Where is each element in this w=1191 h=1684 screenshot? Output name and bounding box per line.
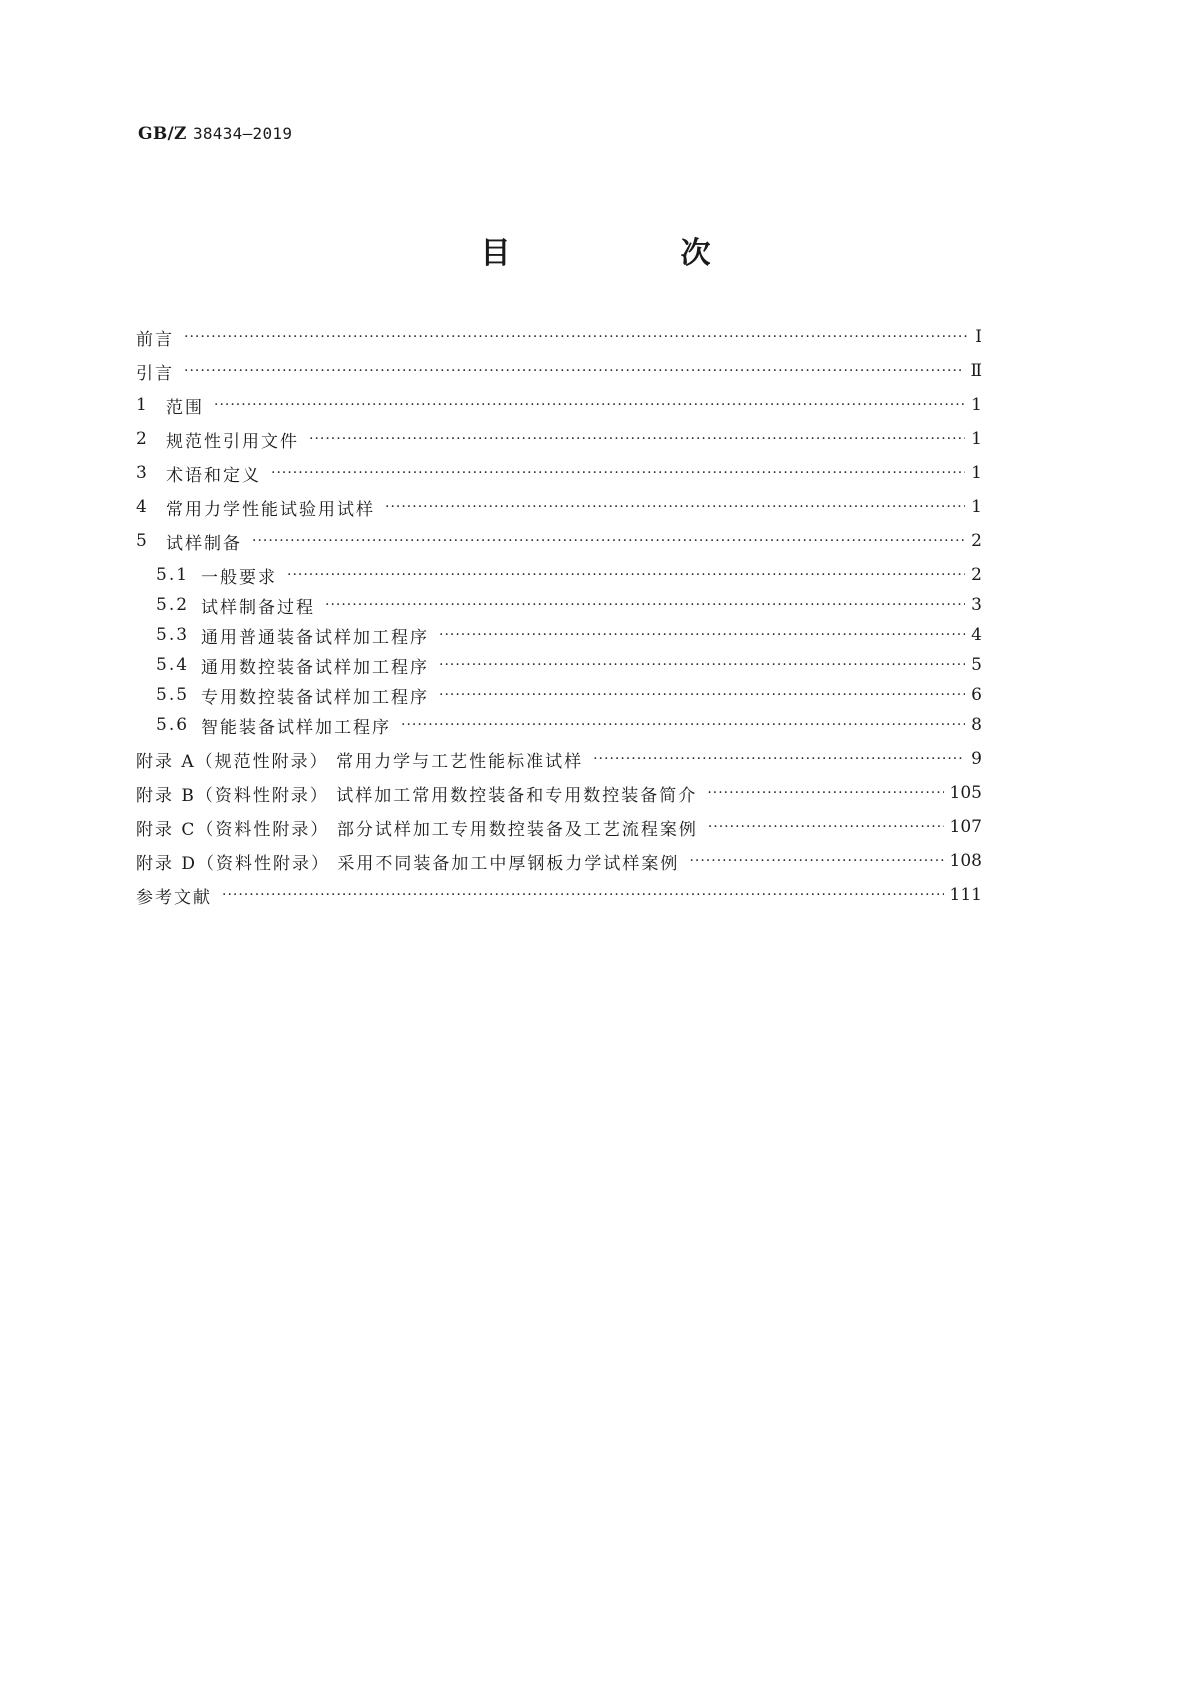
- toc-entry-label: 附录 C（资料性附录） 部分试样加工专用数控装备及工艺流程案例: [136, 819, 698, 840]
- toc-entry-label: 附录 A（规范性附录） 常用力学与工艺性能标准试样: [136, 751, 584, 772]
- toc-entry-page: 3: [971, 595, 982, 615]
- toc-entry-number: 4: [136, 497, 149, 517]
- toc-entry-page: 9: [971, 749, 982, 769]
- toc-entry-2[interactable]: [136, 424, 982, 454]
- toc-entry-page: 2: [971, 531, 982, 551]
- toc-entry-label: 前言: [136, 329, 174, 350]
- toc-entry-label: 常用力学性能试验用试样: [166, 499, 375, 520]
- toc-entry-label: 智能装备试样加工程序: [201, 717, 391, 738]
- toc-entry-label: 通用普通装备试样加工程序: [201, 627, 429, 648]
- toc-entry-label: 范围: [166, 397, 204, 418]
- toc-entry-4[interactable]: [136, 492, 982, 522]
- toc-entry-number: 3: [136, 463, 149, 483]
- toc-leader-dots: [309, 431, 965, 447]
- toc-entry-page: Ⅱ: [970, 361, 982, 381]
- toc-entry-annex-b[interactable]: [136, 778, 982, 808]
- toc-leader-dots: [184, 363, 964, 379]
- toc-entry-page: 5: [971, 655, 982, 675]
- toc-entry-page: 2: [971, 565, 982, 585]
- toc-leader-dots: [689, 853, 943, 869]
- toc-entry-page: 6: [971, 685, 982, 705]
- toc-leader-dots: [708, 819, 944, 835]
- toc-entry-page: 1: [971, 395, 982, 415]
- toc-entry-5-1[interactable]: [156, 560, 982, 590]
- toc-entry-label: 术语和定义: [166, 465, 261, 486]
- standard-number: 38434—2019: [192, 124, 293, 143]
- toc-leader-dots: [385, 499, 965, 515]
- standard-prefix: GB/Z: [138, 124, 187, 144]
- toc-entry-number: 5: [136, 531, 149, 551]
- toc-entry-5-4[interactable]: [156, 650, 982, 680]
- toc-leader-dots: [222, 887, 944, 903]
- toc-entry-number: 5.1: [156, 565, 190, 585]
- toc-entry-number: 1: [136, 395, 149, 415]
- toc-entry-5[interactable]: [136, 526, 982, 556]
- toc-entry-foreword[interactable]: [136, 322, 982, 352]
- toc-entry-1[interactable]: [136, 390, 982, 420]
- toc-entry-label: 通用数控装备试样加工程序: [201, 657, 429, 678]
- toc-entry-label: 规范性引用文件: [166, 431, 299, 452]
- toc-leader-dots: [325, 597, 965, 613]
- toc-leader-dots: [439, 657, 965, 673]
- toc-entry-label: 参考文献: [136, 887, 212, 908]
- toc-entry-3[interactable]: [136, 458, 982, 488]
- toc-entry-label: 附录 D（资料性附录） 采用不同装备加工中厚钢板力学试样案例: [136, 853, 680, 874]
- toc-entry-page: 105: [949, 783, 982, 803]
- toc-entry-label: 引言: [136, 363, 174, 384]
- toc-leader-dots: [287, 567, 965, 583]
- toc-leader-dots: [707, 785, 943, 801]
- toc-entry-number: 5.4: [156, 655, 190, 675]
- toc-entry-page: 4: [971, 625, 982, 645]
- toc-entry-page: 1: [971, 429, 982, 449]
- toc-entry-number: 5.3: [156, 625, 190, 645]
- toc-entry-5-6[interactable]: [156, 710, 982, 740]
- toc-entry-page: 1: [971, 463, 982, 483]
- toc-entry-label: 附录 B（资料性附录） 试样加工常用数控装备和专用数控装备简介: [136, 785, 698, 806]
- standard-code: [138, 124, 292, 144]
- toc-entry-label: 一般要求: [201, 567, 277, 588]
- toc-entry-page: 8: [971, 715, 982, 735]
- toc-entry-page: Ⅰ: [975, 327, 982, 347]
- toc-leader-dots: [593, 751, 965, 767]
- toc-entry-number: 5.6: [156, 715, 190, 735]
- toc-entry-annex-c[interactable]: [136, 812, 982, 842]
- toc-entry-page: 111: [949, 885, 982, 905]
- toc-entry-bibliography[interactable]: [136, 880, 982, 910]
- toc-entry-label: 试样制备过程: [201, 597, 315, 618]
- toc-entry-label: 专用数控装备试样加工程序: [201, 687, 429, 708]
- toc-entry-number: 5.2: [156, 595, 190, 615]
- toc-leader-dots: [184, 329, 969, 345]
- toc-leader-dots: [439, 627, 965, 643]
- toc-entry-annex-a[interactable]: [136, 744, 982, 774]
- toc-entry-page: 1: [971, 497, 982, 517]
- toc-leader-dots: [271, 465, 965, 481]
- toc-entry-number: 5.5: [156, 685, 190, 705]
- page-title: 目 次: [480, 236, 781, 271]
- toc-leader-dots: [214, 397, 965, 413]
- toc-entry-number: 2: [136, 429, 149, 449]
- toc-entry-label: 试样制备: [166, 533, 242, 554]
- toc-leader-dots: [252, 533, 965, 549]
- toc-entry-5-3[interactable]: [156, 620, 982, 650]
- toc-leader-dots: [439, 687, 965, 703]
- toc-entry-introduction[interactable]: [136, 356, 982, 386]
- toc-entry-annex-d[interactable]: [136, 846, 982, 876]
- toc-entry-page: 107: [949, 817, 982, 837]
- toc-entry-page: 108: [949, 851, 982, 871]
- toc-entry-5-5[interactable]: [156, 680, 982, 710]
- toc-entry-5-2[interactable]: [156, 590, 982, 620]
- toc-leader-dots: [401, 717, 965, 733]
